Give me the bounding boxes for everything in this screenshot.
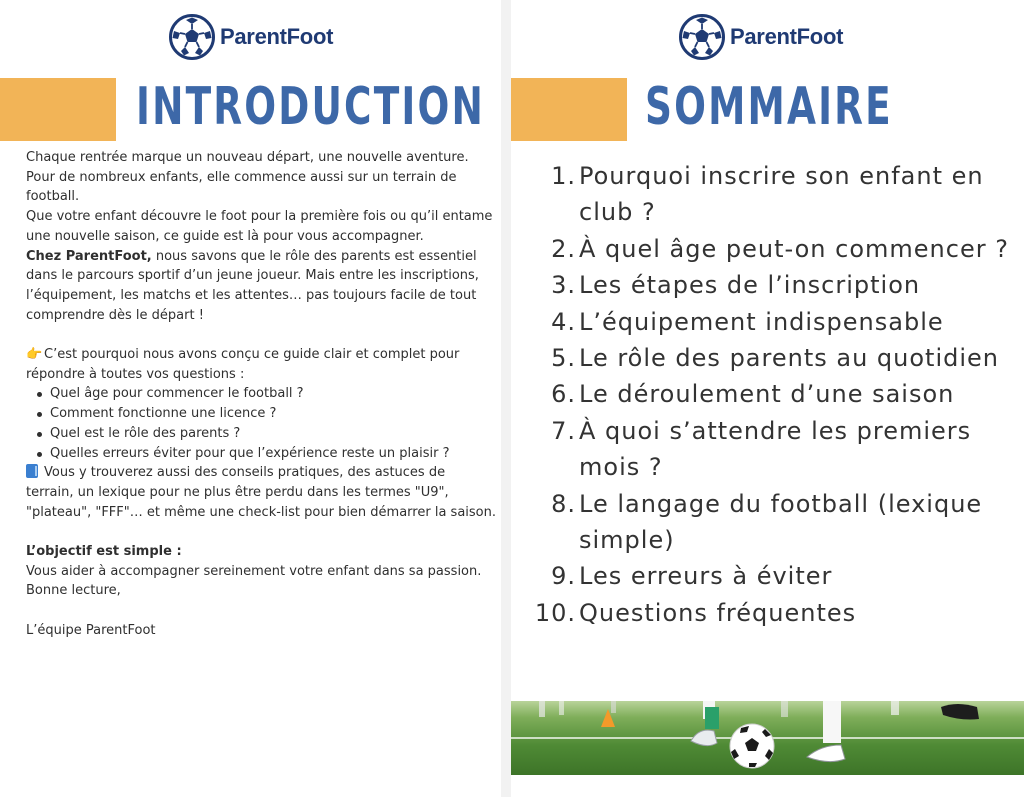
objective-heading-text: L’objectif est simple : — [26, 544, 182, 560]
intro-paragraph: Pour de nombreux enfants, elle commence aussi sur un terrain de football. — [26, 169, 457, 205]
toc-label: Le déroulement d’une saison — [579, 380, 955, 409]
toc-item[interactable] — [529, 267, 1019, 303]
toc-label: Pourquoi inscrire son enfant en club ? — [579, 162, 984, 227]
toc-item[interactable] — [529, 340, 1019, 376]
toc-label: Le rôle des parents au quotidien — [579, 344, 999, 373]
introduction-title: INTRODUCTION — [136, 77, 485, 137]
list-item: Quelles erreurs éviter pour que l’expérience reste un plaisir ? — [50, 444, 496, 464]
toc-label: L’équipement indispensable — [579, 307, 944, 336]
intro-text: nous savons que le rôle des parents est essentiel dans le parcours sportif d’un jeune joueur. Mais entre les inscriptions, l’équipement, les matchs et les attentes… pas toujours facile de tout comprendre dès le départ ! — [26, 248, 479, 323]
toc-number: 8. — [551, 489, 576, 518]
toc-number: 3. — [551, 271, 576, 300]
pointing-hand-icon: 👉 — [26, 347, 43, 363]
blue-book-icon — [26, 464, 38, 478]
toc-label: Le langage du football (lexique simple) — [579, 489, 983, 555]
brand-header — [169, 14, 333, 60]
soccer-ball-logo-icon — [679, 14, 725, 60]
brand-name: ParentFoot — [220, 24, 334, 49]
toc-number: 7. — [551, 416, 576, 445]
football-field-photo — [511, 701, 1024, 775]
intro-text: C’est pourquoi nous avons conçu ce guide clair et complet pour répondre à toutes vos questions : — [26, 347, 460, 382]
toc-item[interactable] — [529, 376, 1019, 412]
intro-paragraph: Bonne lecture, — [26, 583, 121, 599]
soccer-ball-logo-icon — [169, 14, 215, 60]
signature: L’équipe ParentFoot — [26, 622, 156, 638]
right-page — [511, 0, 1024, 797]
page-gutter — [501, 0, 511, 797]
toc-number: 6. — [551, 380, 576, 409]
toc-number: 5. — [551, 344, 576, 373]
intro-paragraph: Vous aider à accompagner sereinement votre enfant dans sa passion. — [26, 563, 482, 579]
toc-item[interactable] — [529, 558, 1019, 594]
section-accent-band — [511, 78, 627, 141]
toc-item[interactable] — [529, 595, 1019, 631]
field-illustration — [511, 701, 1024, 775]
objective-heading — [26, 542, 496, 562]
intro-paragraph — [26, 247, 496, 326]
toc-item[interactable] — [529, 413, 1019, 486]
toc-number: 1. — [551, 162, 576, 190]
toc-item[interactable] — [529, 231, 1019, 267]
intro-paragraph — [26, 345, 496, 384]
section-accent-band — [0, 78, 116, 141]
intro-paragraph: Que votre enfant découvre le foot pour la première fois ou qu’il entame une nouvelle saison, ce guide est là pour vous accompagner. — [26, 209, 493, 244]
brand-emphasis: Chez ParentFoot, — [26, 248, 152, 264]
toc-number: 2. — [551, 234, 576, 263]
list-item: Comment fonctionne une licence ? — [50, 404, 496, 424]
toc-label: À quel âge peut-on commencer ? — [579, 234, 1009, 263]
table-of-contents — [529, 158, 1019, 631]
toc-label: Les erreurs à éviter — [579, 562, 833, 591]
intro-text: Vous y trouverez aussi des conseils pratiques, des astuces de terrain, un lexique pour ne plus être perdu dans les termes "U9", "plateau", "FFF"… et même une check-list pour bien démarrer la saison. — [26, 465, 496, 520]
introduction-body — [26, 148, 496, 641]
toc-label: À quoi s’attendre les premiers mois ? — [579, 416, 972, 482]
left-page — [0, 0, 501, 797]
brand-name: ParentFoot — [730, 24, 844, 49]
toc-number: 10. — [534, 598, 576, 627]
toc-label: Les étapes de l’inscription — [579, 271, 921, 300]
toc-label: Questions fréquentes — [579, 598, 857, 627]
intro-paragraph: Chaque rentrée marque un nouveau départ, une nouvelle aventure. — [26, 150, 469, 165]
sommaire-title: SOMMAIRE — [645, 77, 893, 137]
toc-number: 9. — [551, 562, 576, 591]
toc-number: 4. — [551, 307, 576, 336]
toc-item[interactable] — [529, 486, 1019, 559]
questions-list — [26, 384, 496, 463]
brand-header — [679, 14, 843, 60]
list-item: Quel est le rôle des parents ? — [50, 424, 496, 444]
list-item: Quel âge pour commencer le football ? — [50, 384, 496, 404]
intro-paragraph — [26, 463, 496, 522]
toc-item[interactable] — [529, 158, 1019, 231]
toc-item[interactable] — [529, 304, 1019, 340]
